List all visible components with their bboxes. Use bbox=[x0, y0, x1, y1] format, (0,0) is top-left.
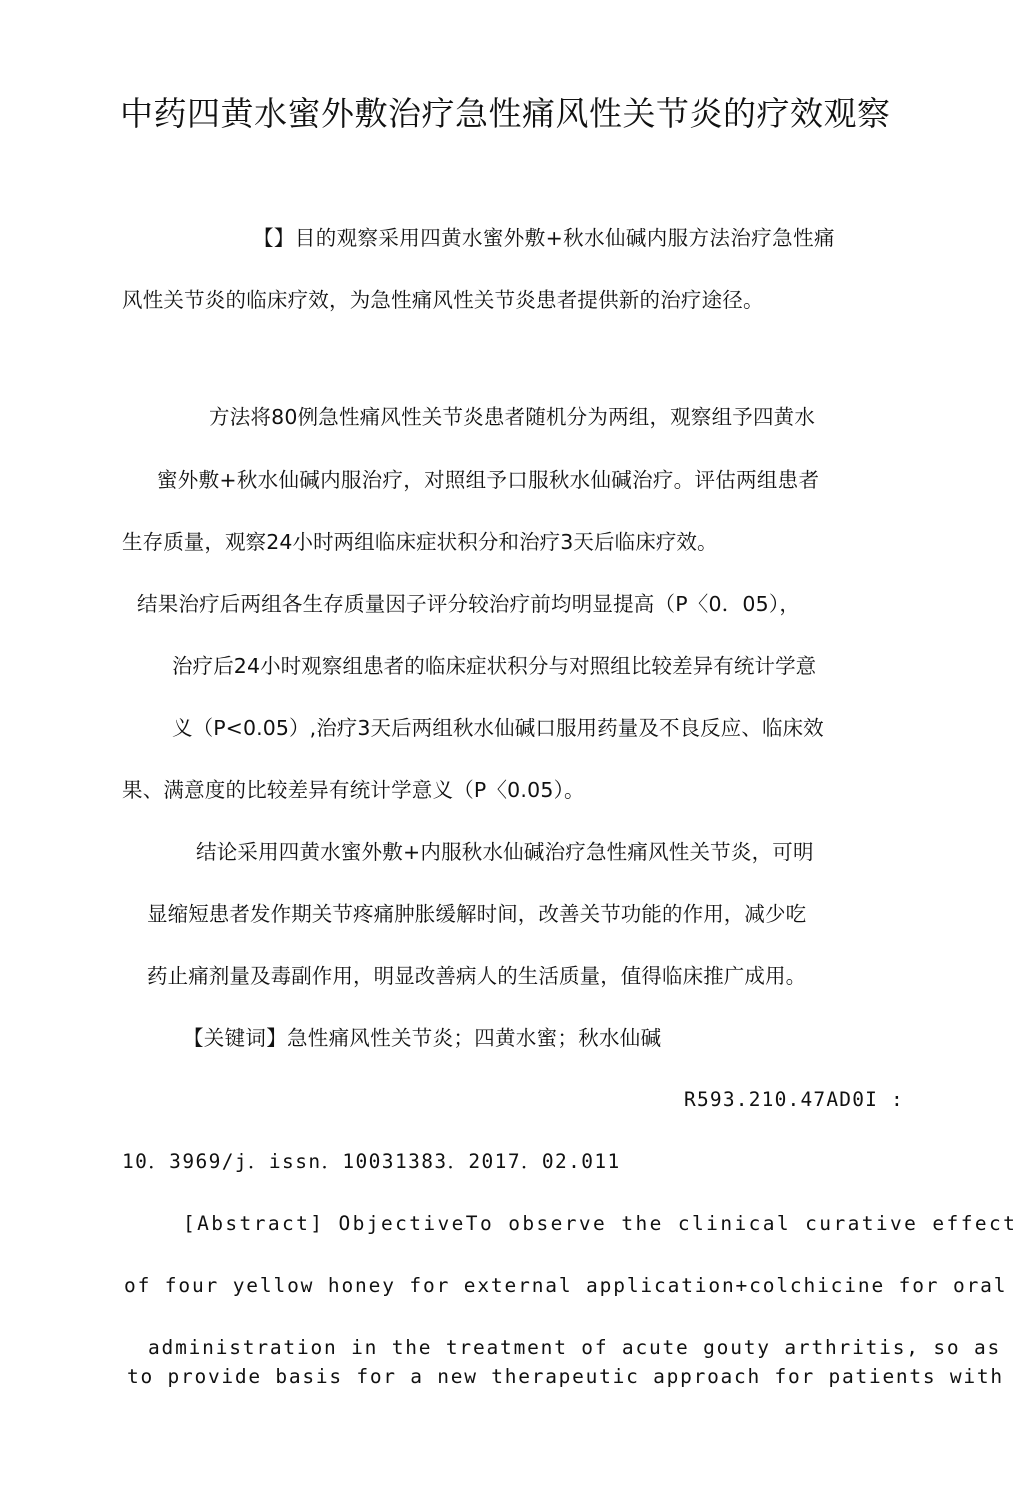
classification-number: R593.210.47AD0I : bbox=[684, 1088, 904, 1111]
methods-line-1: 方法将80例急性痛风性关节炎患者随机分为两组，观察组予四黄水 bbox=[209, 405, 816, 429]
english-abstract-line-2: of four yellow honey for external application+colchicine for oral bbox=[124, 1274, 1008, 1297]
results-line-3: 义（P<0.05）,治疗3天后两组秋水仙碱口服用药量及不良反应、临床效 bbox=[172, 716, 824, 740]
results-line-1: 结果治疗后两组各生存质量因子评分较治疗前均明显提高（P〈0．05）， bbox=[137, 592, 801, 616]
conclusion-line-3: 药止痛剂量及毒副作用，明显改善病人的生活质量，值得临床推广成用。 bbox=[147, 964, 807, 988]
doi: 10．3969/j．issn．10031383．2017．02.011 bbox=[122, 1150, 621, 1173]
page-title: 中药四黄水蜜外敷治疗急性痛风性关节炎的疗效观察 bbox=[120, 94, 891, 133]
english-abstract-line-3: administration in the treatment of acute gouty arthritis, so as bbox=[148, 1336, 1002, 1359]
english-abstract-line-1: [Abstract] ObjectiveTo observe the clinical curative effect bbox=[183, 1212, 1018, 1235]
results-line-4: 果、满意度的比较差异有统计学意义（P〈0.05）。 bbox=[122, 778, 585, 802]
methods-line-3: 生存质量，观察24小时两组临床症状积分和治疗3天后临床疗效。 bbox=[122, 530, 718, 554]
methods-line-2: 蜜外敷+秋水仙碱内服治疗，对照组予口服秋水仙碱治疗。评估两组患者 bbox=[157, 468, 820, 492]
abstract-line-2: 风性关节炎的临床疗效，为急性痛风性关节炎患者提供新的治疗途径。 bbox=[122, 288, 764, 312]
conclusion-line-2: 显缩短患者发作期关节疼痛肿胀缓解时间，改善关节功能的作用，减少吃 bbox=[147, 902, 807, 926]
keywords-line: 【关键词】急性痛风性关节炎；四黄水蜜；秋水仙碱 bbox=[183, 1026, 662, 1050]
english-abstract-line-4: to provide basis for a new therapeutic approach for patients with bbox=[127, 1365, 1004, 1388]
results-line-2: 治疗后24小时观察组患者的临床症状积分与对照组比较差异有统计学意 bbox=[172, 654, 817, 678]
abstract-line-1: 【】目的观察采用四黄水蜜外敷+秋水仙碱内服方法治疗急性痛 bbox=[253, 226, 835, 250]
conclusion-line-1: 结论采用四黄水蜜外敷+内服秋水仙碱治疗急性痛风性关节炎，可明 bbox=[196, 840, 814, 864]
